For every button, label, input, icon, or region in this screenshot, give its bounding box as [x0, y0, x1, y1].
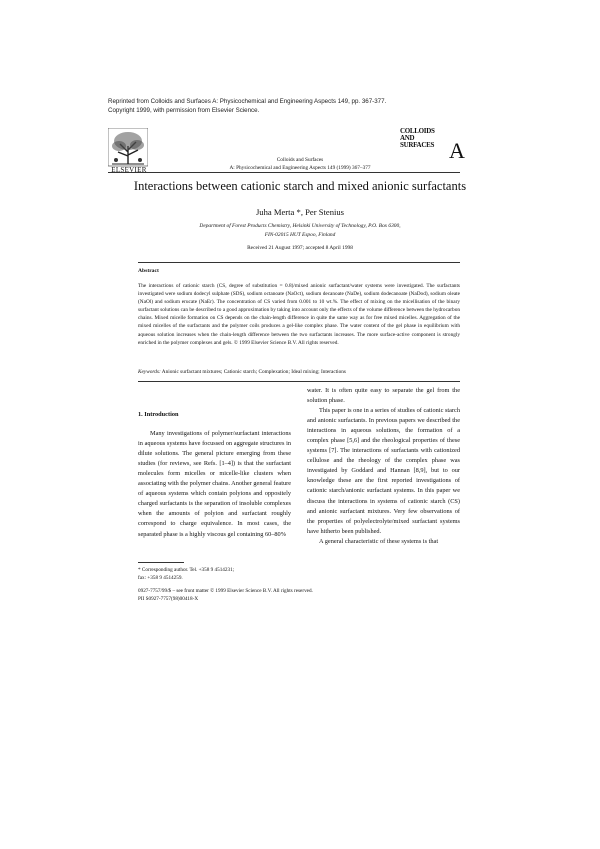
keywords-label: Keywords: — [138, 369, 161, 375]
journal-logo-line-2: AND — [400, 134, 415, 142]
journal-logo-line-1: COLLOIDS — [400, 127, 435, 135]
journal-logo-letter: A — [449, 138, 465, 163]
pii-line: PII S0927-7757(98)00418-X — [138, 595, 199, 602]
reprint-line-1: Reprinted from Colloids and Surfaces A: Physicochemical and Engineering Aspects 149, pp. 367-377. — [108, 98, 387, 105]
abstract-top-divider — [138, 262, 460, 263]
affiliation-line-2: FIN-02015 HUT Espoo, Finland — [264, 231, 336, 238]
article-authors: Juha Merta *, Per Stenius — [255, 207, 345, 217]
publisher-name: ELSEVIER — [111, 166, 147, 174]
abstract-heading: Abstract — [138, 268, 159, 274]
journal-header — [180, 156, 420, 172]
paragraph: water. It is often quite easy to separate the gel from the solution phase. — [307, 387, 460, 405]
affiliation-line-1: Department of Forest Products Chemistry, Helsinki University of Technology, P.O. Box 6300, — [199, 223, 401, 229]
footnote-divider — [138, 562, 184, 563]
received-dates: Received 21 August 1997; accepted 8 April 1998 — [247, 245, 353, 251]
body-column-right — [307, 386, 460, 547]
article-title: Interactions between cationic starch and mixed anionic surfactants — [133, 179, 467, 193]
journal-name: Colloids and Surfaces — [276, 157, 324, 163]
abstract-bottom-divider — [138, 381, 460, 382]
section-heading-introduction: 1. Introduction — [138, 411, 179, 418]
footnote-line-2: fax: +358 9 4514259. — [138, 575, 183, 581]
copyright-line: 0927-7757/99/$ – see front matter © 1999 Elsevier Science B.V. All rights reserved. — [138, 588, 313, 594]
footnote-correspondence — [138, 566, 298, 582]
body-column-left — [138, 410, 291, 540]
article-affiliation — [100, 222, 500, 239]
paragraph: A general characteristic of these systems is that — [319, 537, 439, 545]
journal-logo-line-3: SURFACES — [400, 141, 435, 149]
journal-citation: A: Physicochemical and Engineering Aspects 149 (1999) 367–377 — [229, 165, 371, 171]
paragraph: This paper is one in a series of studies of cationic starch and anionic surfactants. In previous papers we described the interactions in aqueous solutions, the formation of a complex phase [5,6] and the rheological properties of these systems [7]. The interactions of surfactants with cationized cellulose and the rheology of the complex phase was investigated by Goddard and Hannan [8,9], but to our knowledge these are the first reported investigations of cationic starch/anionic surfactant systems. In this paper we discuss the interactions in systems of cationic starch (CS) and anionic surfactant mixtures. Very few observations of the properties of polyelectrolyte/mixed surfactant systems have hitherto been published. — [307, 407, 460, 535]
paragraph: Many investigations of polymer/surfactant interactions in aqueous systems have focussed on aggregate structures in dilute solutions. The general picture emerging from these studies (for reviews, see Refs. [1–4]) is that the surfactant molecules form micelles or micelle-like clusters when associating with the polymer chains. Another general feature of aqueous systems which contain polyions and oppositely charged surfactants is the separation of insoluble complexes when the amounts of polyion and surfactant roughly correspond to charge equivalence. In most cases, the separated phase is a highly viscous gel containing 60–80% — [138, 430, 291, 538]
keywords — [138, 369, 460, 375]
reprint-notice — [108, 98, 386, 115]
reprint-line-2: Copyright 1999, with permission from Elsevier Science. — [108, 106, 260, 114]
copyright-identifier — [138, 588, 458, 604]
header-divider — [108, 172, 460, 173]
footnote-line-1: * Corresponding author. Tel. +358 9 4514231; — [138, 567, 235, 573]
keywords-list: Anionic surfactant mixtures; Cationic starch; Complexation; Ideal mixing; Interactions — [160, 369, 346, 375]
abstract-text: The interactions of cationic starch (CS, degree of substitution = 0.8)/mixed anionic surfactant/water systems were investigated. The surfactants investigated were sodium dodecyl sulphate (SDS), sodium octanoate (NaOct), sodium decanoate (NaDe), sodium dodecanoate (NaDod), sodium oleate (NaOl) and sodium erucate (NaEr). The concentration of CS varied from 0.001 to 10 wt.%. The effect of mixing on the micellisation of the binary surfactant solutions can be described to a good approximation by taking into account only the effects of the volume difference between the hydrocarbon chains. Mixed micelle formation on CS depends on the chain-length difference in quite the same way as for free mixed micelles. Aggregation of the mixed micelles of the surfactants and the polymer coils produces a gel-like complex phase. The water content of the gel phase in equilibrium with aqueous solution increases when the chain-length difference between the two surfactants increases. The more surface-active component is strongly enriched in the polymer complexes and gels. © 1999 Elsevier Science B.V. All rights reserved. — [138, 283, 460, 346]
